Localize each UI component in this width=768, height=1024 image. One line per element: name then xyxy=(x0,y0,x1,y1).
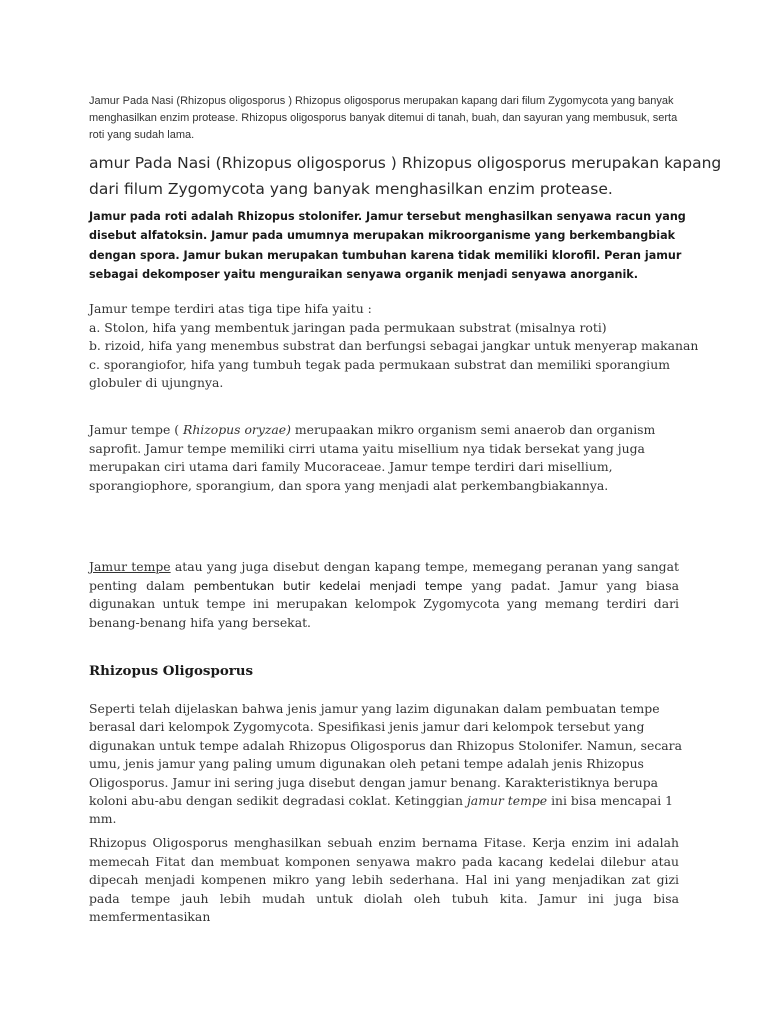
paragraph-bread-fungus: Jamur pada roti adalah Rhizopus stolonifer. Jamur tersebut menghasilkan senyawa racun yang disebut alfatoksin. Jamur pada umumnya merupakan mikroorganisme yang berkembangbiak dengan spora. Jamur bukan merupakan tumbuhan karena tidak memiliki klorofil. Peran jamur sebagai dekomposer yaitu menguraikan senyawa organik menjadi senyawa anorganik. xyxy=(89,210,686,281)
hifa-list-item-c: c. sporangiofor, hifa yang tumbuh tegak pada permukaan substrat dan memiliki sporangium globuler di ujungnya. xyxy=(89,356,670,390)
oligosporus-text-after: ini bisa mencapai 1 mm. xyxy=(89,793,673,827)
paragraph-intro-small: Jamur Pada Nasi (Rhizopus oligosporus ) Rhizopus oligosporus merupakan kapang dari filum Zygomycota yang banyak menghasilkan enzim protease. Rhizopus oligosporus banyak ditemui di tanah, buah, dan sayuran yang membusuk, serta roti yang sudah lama. xyxy=(89,95,678,141)
hifa-list-item-b: b. rizoid, hifa yang menembus substrat dan berfungsi sebagai jangkar untuk menyerap makanan xyxy=(89,338,699,353)
paragraph-fitase-enzyme: Rhizopus Oligosporus menghasilkan sebuah enzim bernama Fitase. Kerja enzim ini adalah memecah Fitat dan membuat komponen senyawa makro pada kacang kedelai dilebur atau dipecah menjadi kompenen mikro yang lebih sederhana. Hal ini yang menjadikan zat gizi pada tempe jauh lebih mudah untuk diolah oleh tubuh kita. Jamur ini juga bisa memfermentasikan xyxy=(89,835,679,924)
jamur-tempe-link[interactable]: Jamur tempe xyxy=(89,559,171,574)
oryzae-text-after: merupaakan mikro organism semi anaerob dan organism saprofit. Jamur tempe memiliki cirri utama yaitu misellium nya tidak bersekat yang juga merupakan ciri utama dari family Mucoraceae. Jamur tempe terdiri dari misellium, sporangiophore, sporangium, dan spora yang menjadi alat perkembangbiakannya. xyxy=(89,422,656,493)
paragraph-oligosporus-description xyxy=(89,700,689,829)
paragraph-rhizopus-oryzae xyxy=(89,421,689,495)
oryzae-text-before: Jamur tempe ( xyxy=(89,422,183,437)
pembentukan-tempe-link[interactable]: pembentukan butir kedelai menjadi tempe xyxy=(193,578,463,593)
kapang-text-1: atau yang juga disebut dengan kapang tempe, memegang peranan yang sangat penting dalam xyxy=(89,559,679,593)
jamur-tempe-italic: jamur tempe xyxy=(466,793,548,809)
hifa-list-item-a: a. Stolon, hifa yang membentuk jaringan pada permukaan substrat (misalnya roti) xyxy=(89,319,607,335)
hifa-list xyxy=(89,300,709,393)
oligosporus-text-before: Seperti telah dijelaskan bahwa jenis jamur yang lazim digunakan dalam pembuatan tempe berasal dari kelompok Zygomycota. Spesifikasi jenis jamur dari kelompok tersebut yang digunakan untuk tempe adalah Rhizopus Oligosporus dan Rhizopus Stolonifer. Namun, secara umu, jenis jamur yang paling umum digunakan oleh petani tempe adalah jenis Rhizopus Oligosporus. Jamur ini sering juga disebut dengan jamur benang. Karakteristiknya berupa koloni abu-abu dengan sedikit degradasi coklat. Ketinggian xyxy=(89,701,682,809)
paragraph-kapang-tempe xyxy=(89,558,679,632)
oryzae-species-name: Rhizopus oryzae) xyxy=(182,422,291,437)
heading-rhizopus-oligosporus: Rhizopus Oligosporus xyxy=(89,663,254,679)
kapang-text-2: yang padat. Jamur yang biasa digunakan untuk tempe ini merupakan kelompok Zygomycota yang memang terdiri dari benang-benang hifa yang bersekat. xyxy=(89,577,679,630)
hifa-list-intro: Jamur tempe terdiri atas tiga tipe hifa yaitu : xyxy=(89,301,372,316)
paragraph-intro-large: amur Pada Nasi (Rhizopus oligosporus ) Rhizopus oligosporus merupakan kapang dari filum Zygomycota yang banyak menghasilkan enzim protease. xyxy=(89,154,722,198)
